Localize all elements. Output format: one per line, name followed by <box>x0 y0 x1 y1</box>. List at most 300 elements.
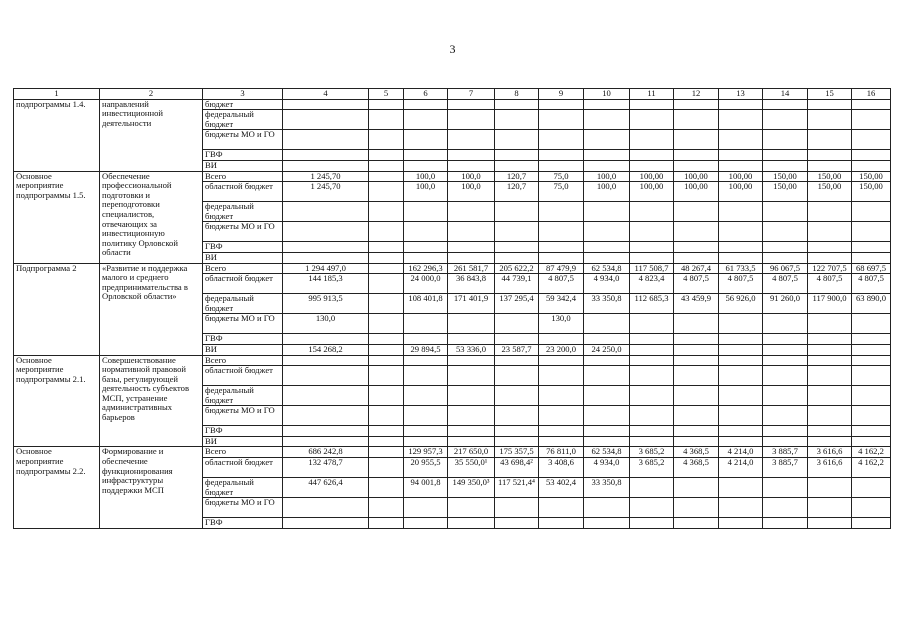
value-cell <box>495 130 539 150</box>
value-cell <box>495 518 539 529</box>
table-row <box>14 355 891 366</box>
value-cell <box>448 406 495 426</box>
value-cell <box>404 386 448 406</box>
value-cell <box>369 130 404 150</box>
value-cell: 261 581,7 <box>448 263 495 274</box>
value-cell: 91 260,0 <box>763 294 808 314</box>
value-cell <box>539 202 584 222</box>
value-cell <box>584 426 630 437</box>
value-cell <box>674 518 719 529</box>
value-cell <box>630 426 674 437</box>
value-cell <box>808 386 852 406</box>
value-cell <box>808 160 852 171</box>
value-cell <box>448 355 495 366</box>
value-cell: 205 622,2 <box>495 263 539 274</box>
value-cell <box>404 130 448 150</box>
value-cell: 35 550,0¹ <box>448 458 495 478</box>
value-cell <box>763 334 808 345</box>
value-cell <box>852 99 891 110</box>
funding-source-cell: областной бюджет <box>203 458 283 478</box>
value-cell: 100,00 <box>630 171 674 182</box>
value-cell <box>404 498 448 518</box>
value-cell <box>763 478 808 498</box>
value-cell <box>283 130 369 150</box>
value-cell <box>369 263 404 274</box>
value-cell <box>448 110 495 130</box>
value-cell <box>808 406 852 426</box>
program-description-cell: «Развитие и поддержка малого и среднего предпринимательства в Орловской области» <box>100 263 203 355</box>
value-cell <box>852 436 891 447</box>
value-cell: 43 459,9 <box>674 294 719 314</box>
value-cell <box>674 130 719 150</box>
value-cell <box>852 160 891 171</box>
value-cell <box>763 344 808 355</box>
value-cell <box>630 386 674 406</box>
value-cell: 4 162,2 <box>852 447 891 458</box>
value-cell <box>539 252 584 263</box>
value-cell <box>495 160 539 171</box>
value-cell <box>539 386 584 406</box>
value-cell <box>448 222 495 242</box>
column-number-header: 10 <box>584 89 630 100</box>
value-cell <box>283 334 369 345</box>
value-cell: 4 934,0 <box>584 274 630 294</box>
value-cell: 68 697,5 <box>852 263 891 274</box>
value-cell <box>808 334 852 345</box>
value-cell <box>763 99 808 110</box>
value-cell <box>539 436 584 447</box>
value-cell <box>630 99 674 110</box>
funding-source-cell: Всего <box>203 447 283 458</box>
value-cell <box>719 344 763 355</box>
value-cell <box>763 518 808 529</box>
value-cell <box>369 274 404 294</box>
value-cell: 100,00 <box>674 171 719 182</box>
value-cell: 4 162,2 <box>852 458 891 478</box>
value-cell <box>674 202 719 222</box>
value-cell: 96 067,5 <box>763 263 808 274</box>
value-cell <box>369 518 404 529</box>
value-cell <box>630 344 674 355</box>
value-cell <box>495 355 539 366</box>
value-cell <box>852 150 891 161</box>
value-cell <box>852 202 891 222</box>
value-cell: 150,00 <box>808 171 852 182</box>
value-cell <box>283 518 369 529</box>
value-cell <box>808 436 852 447</box>
value-cell <box>539 406 584 426</box>
value-cell <box>539 366 584 386</box>
value-cell: 117 508,7 <box>630 263 674 274</box>
value-cell <box>763 150 808 161</box>
value-cell <box>719 478 763 498</box>
value-cell <box>539 334 584 345</box>
value-cell: 4 214,0 <box>719 458 763 478</box>
value-cell: 3 616,6 <box>808 458 852 478</box>
value-cell <box>369 242 404 253</box>
funding-source-cell: Всего <box>203 355 283 366</box>
column-number-header: 3 <box>203 89 283 100</box>
value-cell: 150,00 <box>852 171 891 182</box>
value-cell <box>584 386 630 406</box>
value-cell <box>852 498 891 518</box>
value-cell: 100,0 <box>448 182 495 202</box>
value-cell: 23 587,7 <box>495 344 539 355</box>
value-cell: 137 295,4 <box>495 294 539 314</box>
value-cell <box>852 222 891 242</box>
value-cell: 130,0 <box>539 314 584 334</box>
value-cell <box>369 447 404 458</box>
value-cell <box>763 436 808 447</box>
value-cell <box>584 314 630 334</box>
funding-source-cell: бюджеты МО и ГО <box>203 130 283 150</box>
funding-source-cell: ВИ <box>203 160 283 171</box>
value-cell: 61 733,5 <box>719 263 763 274</box>
value-cell <box>539 130 584 150</box>
budget-table-container <box>13 88 891 529</box>
value-cell: 1 245,70 <box>283 182 369 202</box>
funding-source-cell: федеральный бюджет <box>203 478 283 498</box>
value-cell <box>630 518 674 529</box>
column-number-header: 2 <box>100 89 203 100</box>
value-cell <box>539 150 584 161</box>
value-cell: 100,0 <box>448 171 495 182</box>
value-cell <box>584 366 630 386</box>
value-cell <box>808 366 852 386</box>
value-cell <box>808 222 852 242</box>
budget-table <box>13 88 891 529</box>
value-cell <box>719 406 763 426</box>
value-cell: 108 401,8 <box>404 294 448 314</box>
value-cell <box>808 344 852 355</box>
value-cell <box>448 386 495 406</box>
value-cell <box>674 242 719 253</box>
value-cell <box>674 355 719 366</box>
value-cell <box>808 242 852 253</box>
value-cell <box>369 182 404 202</box>
value-cell: 24 000,0 <box>404 274 448 294</box>
program-description-cell: направлений инвестиционной деятельности <box>100 99 203 171</box>
value-cell <box>630 150 674 161</box>
value-cell <box>808 202 852 222</box>
value-cell <box>283 355 369 366</box>
value-cell <box>283 426 369 437</box>
value-cell <box>283 386 369 406</box>
value-cell: 3 685,2 <box>630 447 674 458</box>
value-cell <box>584 334 630 345</box>
value-cell <box>719 160 763 171</box>
value-cell <box>369 426 404 437</box>
value-cell: 1 245,70 <box>283 171 369 182</box>
value-cell <box>404 242 448 253</box>
program-description-cell: Обеспечение профессиональной подготовки и переподготовки специалистов, отвечающих за инвестиционную политику Орловской области <box>100 171 203 263</box>
value-cell <box>719 498 763 518</box>
value-cell: 62 534,8 <box>584 447 630 458</box>
funding-source-cell: федеральный бюджет <box>203 202 283 222</box>
value-cell: 87 479,9 <box>539 263 584 274</box>
value-cell <box>630 130 674 150</box>
funding-source-cell: Всего <box>203 263 283 274</box>
value-cell: 4 934,0 <box>584 458 630 478</box>
value-cell <box>584 498 630 518</box>
value-cell <box>763 202 808 222</box>
value-cell: 4 823,4 <box>630 274 674 294</box>
value-cell: 117 521,4⁴ <box>495 478 539 498</box>
value-cell <box>674 344 719 355</box>
value-cell <box>763 110 808 130</box>
value-cell <box>630 252 674 263</box>
value-cell: 150,00 <box>808 182 852 202</box>
value-cell <box>852 478 891 498</box>
value-cell <box>283 498 369 518</box>
value-cell <box>763 355 808 366</box>
value-cell <box>630 406 674 426</box>
value-cell <box>369 498 404 518</box>
value-cell: 3 616,6 <box>808 447 852 458</box>
value-cell <box>763 160 808 171</box>
value-cell <box>404 99 448 110</box>
value-cell <box>369 436 404 447</box>
value-cell: 53 336,0 <box>448 344 495 355</box>
value-cell <box>584 160 630 171</box>
value-cell <box>404 436 448 447</box>
value-cell: 3 408,6 <box>539 458 584 478</box>
value-cell <box>584 355 630 366</box>
value-cell: 4 807,5 <box>808 274 852 294</box>
value-cell <box>448 202 495 222</box>
value-cell <box>763 406 808 426</box>
value-cell: 112 685,3 <box>630 294 674 314</box>
value-cell: 4 807,5 <box>539 274 584 294</box>
value-cell: 217 650,0 <box>448 447 495 458</box>
value-cell <box>808 130 852 150</box>
value-cell <box>852 355 891 366</box>
value-cell <box>584 242 630 253</box>
value-cell <box>369 222 404 242</box>
program-description-cell: Совершенствование нормативной правовой базы, регулирующей деятельность субъектов МСП, устранение административных барьеров <box>100 355 203 447</box>
value-cell <box>369 478 404 498</box>
column-number-header: 15 <box>808 89 852 100</box>
value-cell: 33 350,8 <box>584 294 630 314</box>
value-cell <box>404 150 448 161</box>
value-cell <box>852 366 891 386</box>
column-number-header: 8 <box>495 89 539 100</box>
value-cell <box>283 222 369 242</box>
value-cell: 175 357,5 <box>495 447 539 458</box>
value-cell <box>369 314 404 334</box>
value-cell: 59 342,4 <box>539 294 584 314</box>
table-row <box>14 171 891 182</box>
value-cell <box>495 334 539 345</box>
value-cell <box>852 242 891 253</box>
value-cell <box>539 498 584 518</box>
value-cell: 144 185,3 <box>283 274 369 294</box>
program-name-cell: Основное мероприятие подпрограммы 1.5. <box>14 171 100 263</box>
value-cell <box>283 366 369 386</box>
funding-source-cell: бюджеты МО и ГО <box>203 498 283 518</box>
value-cell: 4 807,5 <box>674 274 719 294</box>
value-cell <box>369 294 404 314</box>
value-cell <box>539 99 584 110</box>
table-row <box>14 99 891 110</box>
value-cell <box>283 99 369 110</box>
value-cell <box>448 426 495 437</box>
value-cell <box>539 160 584 171</box>
value-cell <box>369 386 404 406</box>
value-cell <box>852 252 891 263</box>
value-cell <box>584 110 630 130</box>
value-cell <box>448 334 495 345</box>
value-cell <box>763 386 808 406</box>
funding-source-cell: областной бюджет <box>203 182 283 202</box>
value-cell: 44 739,1 <box>495 274 539 294</box>
value-cell <box>852 110 891 130</box>
value-cell <box>719 436 763 447</box>
value-cell <box>369 355 404 366</box>
value-cell: 63 890,0 <box>852 294 891 314</box>
value-cell: 53 402,4 <box>539 478 584 498</box>
value-cell <box>719 355 763 366</box>
value-cell <box>495 498 539 518</box>
value-cell <box>852 406 891 426</box>
value-cell <box>630 160 674 171</box>
value-cell <box>448 150 495 161</box>
value-cell <box>584 222 630 242</box>
value-cell <box>495 406 539 426</box>
value-cell: 56 926,0 <box>719 294 763 314</box>
value-cell <box>719 252 763 263</box>
value-cell <box>719 334 763 345</box>
value-cell <box>369 110 404 130</box>
value-cell: 149 350,0³ <box>448 478 495 498</box>
value-cell: 100,0 <box>404 171 448 182</box>
value-cell: 48 267,4 <box>674 263 719 274</box>
value-cell <box>719 426 763 437</box>
value-cell: 686 242,8 <box>283 447 369 458</box>
value-cell <box>283 202 369 222</box>
value-cell <box>852 518 891 529</box>
value-cell: 3 885,7 <box>763 447 808 458</box>
value-cell: 100,0 <box>404 182 448 202</box>
funding-source-cell: ВИ <box>203 436 283 447</box>
value-cell <box>719 518 763 529</box>
value-cell <box>448 242 495 253</box>
value-cell <box>495 426 539 437</box>
value-cell: 120,7 <box>495 171 539 182</box>
value-cell <box>283 252 369 263</box>
funding-source-cell: бюджеты МО и ГО <box>203 406 283 426</box>
value-cell: 100,00 <box>630 182 674 202</box>
value-cell <box>674 150 719 161</box>
value-cell <box>763 426 808 437</box>
value-cell <box>763 498 808 518</box>
funding-source-cell: ГВФ <box>203 334 283 345</box>
value-cell <box>719 99 763 110</box>
funding-source-cell: федеральный бюджет <box>203 294 283 314</box>
value-cell <box>719 202 763 222</box>
value-cell <box>674 99 719 110</box>
value-cell <box>852 130 891 150</box>
value-cell <box>404 366 448 386</box>
value-cell <box>674 478 719 498</box>
value-cell <box>404 426 448 437</box>
value-cell <box>630 314 674 334</box>
funding-source-cell: ВИ <box>203 344 283 355</box>
value-cell <box>448 314 495 334</box>
value-cell <box>283 242 369 253</box>
value-cell <box>852 386 891 406</box>
value-cell <box>674 366 719 386</box>
value-cell <box>674 222 719 242</box>
value-cell <box>674 160 719 171</box>
value-cell <box>808 355 852 366</box>
value-cell: 23 200,0 <box>539 344 584 355</box>
value-cell <box>630 242 674 253</box>
value-cell <box>852 334 891 345</box>
value-cell <box>674 426 719 437</box>
value-cell <box>283 436 369 447</box>
program-name-cell: Основное мероприятие подпрограммы 2.2. <box>14 447 100 528</box>
value-cell <box>369 171 404 182</box>
value-cell <box>495 252 539 263</box>
program-name-cell: Основное мероприятие подпрограммы 2.1. <box>14 355 100 447</box>
value-cell <box>584 130 630 150</box>
value-cell <box>674 252 719 263</box>
value-cell <box>369 458 404 478</box>
value-cell <box>852 426 891 437</box>
funding-source-cell: ГВФ <box>203 518 283 529</box>
value-cell: 150,00 <box>763 171 808 182</box>
value-cell <box>539 426 584 437</box>
value-cell: 43 698,4² <box>495 458 539 478</box>
value-cell <box>763 366 808 386</box>
table-row <box>14 263 891 274</box>
value-cell: 3 885,7 <box>763 458 808 478</box>
column-number-header: 14 <box>763 89 808 100</box>
value-cell <box>448 366 495 386</box>
value-cell: 130,0 <box>283 314 369 334</box>
value-cell: 100,0 <box>584 171 630 182</box>
value-cell: 120,7 <box>495 182 539 202</box>
value-cell <box>630 478 674 498</box>
value-cell: 4 214,0 <box>719 447 763 458</box>
column-number-header: 7 <box>448 89 495 100</box>
value-cell <box>404 355 448 366</box>
column-number-header: 1 <box>14 89 100 100</box>
value-cell <box>808 110 852 130</box>
funding-source-cell: областной бюджет <box>203 366 283 386</box>
value-cell: 154 268,2 <box>283 344 369 355</box>
value-cell <box>539 222 584 242</box>
value-cell <box>808 518 852 529</box>
value-cell <box>808 150 852 161</box>
value-cell <box>719 314 763 334</box>
value-cell <box>283 160 369 171</box>
value-cell <box>584 518 630 529</box>
value-cell <box>495 436 539 447</box>
value-cell <box>495 202 539 222</box>
funding-source-cell: ГВФ <box>203 242 283 253</box>
funding-source-cell: областной бюджет <box>203 274 283 294</box>
value-cell <box>674 110 719 130</box>
funding-source-cell: Всего <box>203 171 283 182</box>
value-cell <box>495 386 539 406</box>
value-cell <box>404 406 448 426</box>
value-cell <box>808 478 852 498</box>
value-cell <box>369 366 404 386</box>
value-cell <box>674 314 719 334</box>
value-cell <box>369 252 404 263</box>
